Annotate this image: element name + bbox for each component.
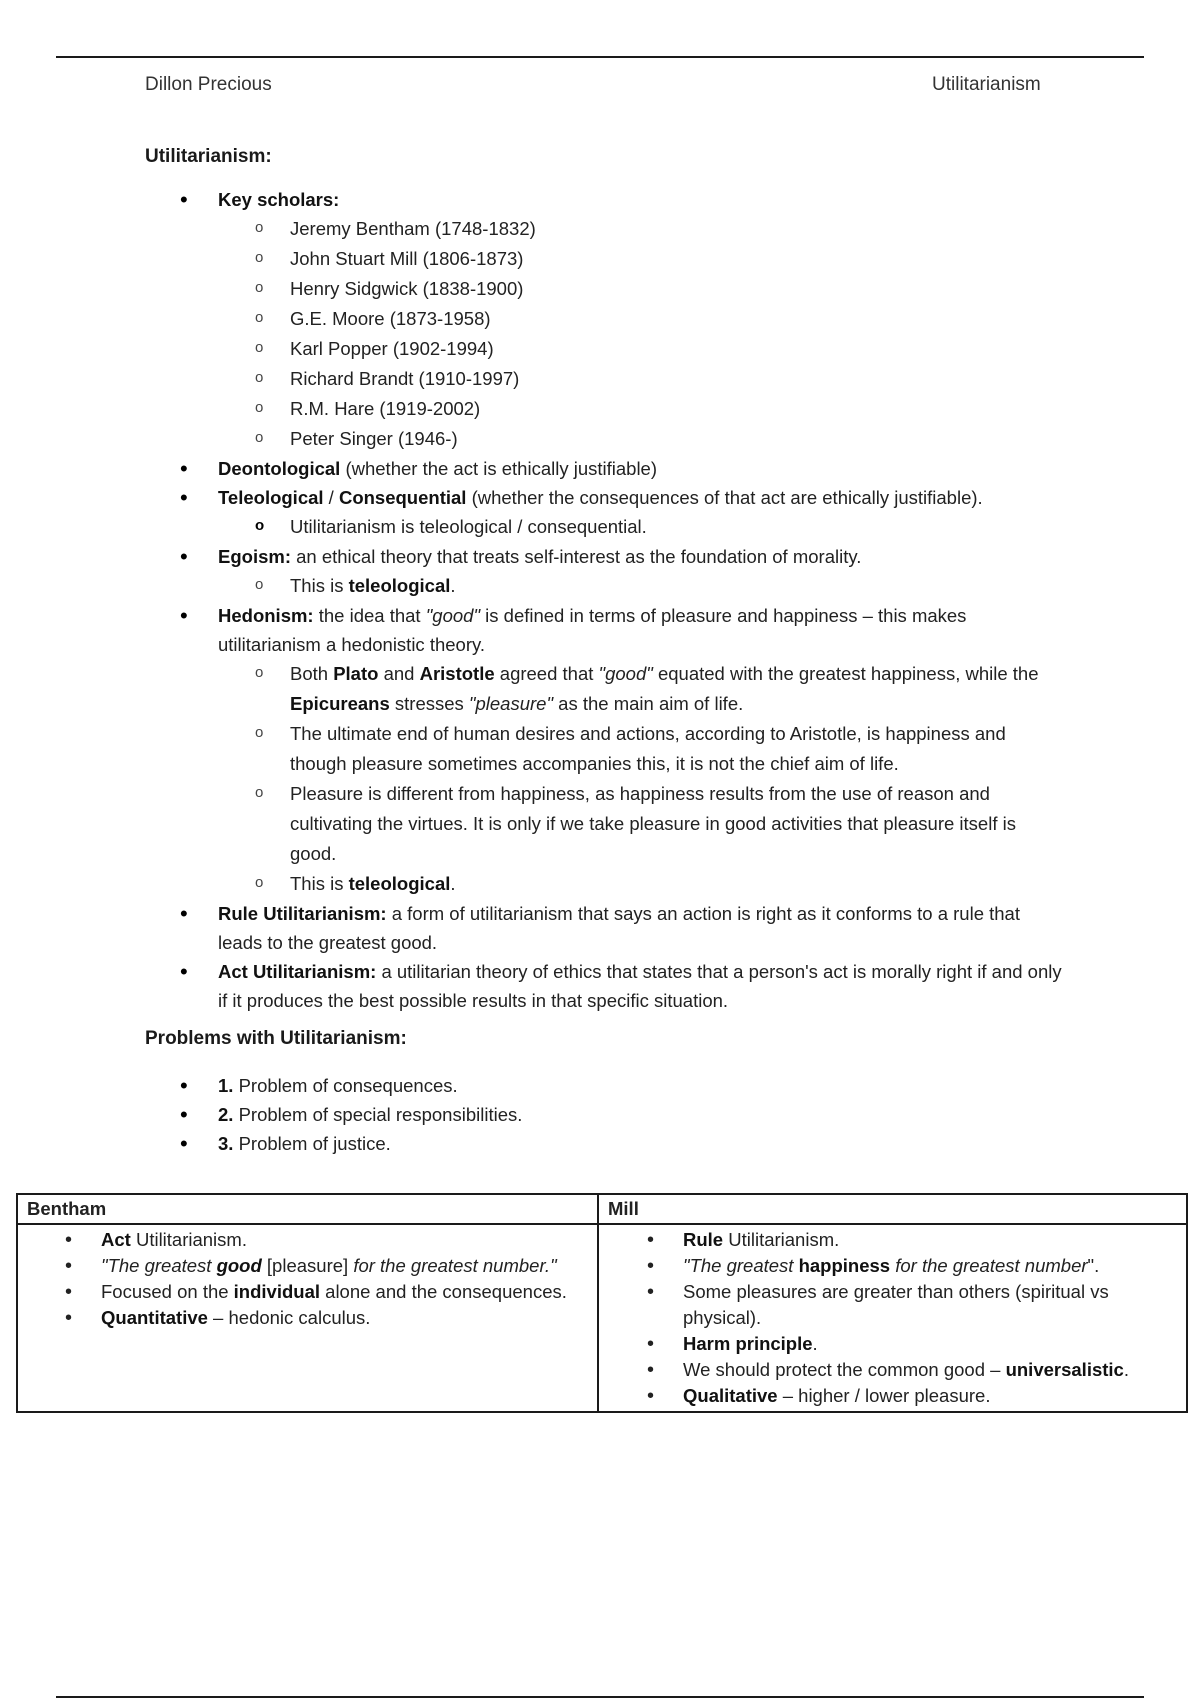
sub-text: agreed that: [494, 663, 599, 684]
scholars-list: [218, 214, 1065, 454]
hedonism-desc: is defined in terms of pleasure and happiness – this makes utilitarianism a hedonistic theory.: [218, 605, 967, 655]
term-egoism: Egoism:: [218, 546, 291, 567]
problem-number: 3.: [218, 1133, 234, 1154]
sub-item: o Utilitarianism is teleological / consequential.: [145, 512, 1065, 542]
mill-item: • Some pleasures are greater than others (spiritual vs physical).: [599, 1279, 1186, 1331]
cell-text: – hedonic calculus.: [207, 1307, 371, 1328]
term-consequential: Consequential: [338, 487, 467, 508]
sub-text: .: [450, 575, 456, 596]
sub-text: equated with the greatest happiness, while the: [652, 663, 1039, 684]
quote-good: "good": [598, 663, 653, 684]
bentham-item: [18, 1279, 597, 1305]
bentham-list: [18, 1227, 597, 1331]
sub-bold: teleological: [348, 575, 451, 596]
list-item-key-scholars: [145, 185, 1065, 454]
sub-text: This is: [290, 575, 349, 596]
cell-bold: Qualitative: [683, 1385, 778, 1406]
mill-item: [599, 1383, 1186, 1409]
cell-bold: Harm principle: [683, 1333, 813, 1354]
bentham-item: [18, 1227, 597, 1253]
sub-text: This is: [290, 873, 349, 894]
sub-text: .: [450, 873, 456, 894]
sub-text: as the main aim of life.: [553, 693, 744, 714]
mill-list: [599, 1227, 1186, 1409]
problem-number: 1.: [218, 1075, 234, 1096]
mill-item: [599, 1253, 1186, 1279]
bentham-item: [18, 1305, 597, 1331]
header-rule: [56, 56, 1144, 58]
author-name: Dillon Precious: [145, 74, 272, 95]
scholar-item: o Karl Popper (1902-1994): [145, 334, 1065, 364]
problem-item: [145, 1071, 1065, 1100]
list-item-rule-utilitarianism: [145, 899, 1065, 957]
list-item-act-utilitarianism: [145, 957, 1065, 1015]
mill-item: [599, 1357, 1186, 1383]
sub-item: [145, 869, 1065, 899]
scholar-item: o R.M. Hare (1919-2002): [145, 394, 1065, 424]
sub-bold: teleological: [348, 873, 451, 894]
table-header-row: [17, 1194, 1187, 1224]
sub-text: Both: [290, 663, 334, 684]
problem-text: Problem of consequences.: [233, 1075, 458, 1096]
name-aristotle: Aristotle: [419, 663, 495, 684]
problem-text: Problem of special responsibilities.: [233, 1104, 523, 1125]
list-item-hedonism: [145, 601, 1065, 899]
problem-text: Problem of justice.: [233, 1133, 391, 1154]
cell-bold: universalistic: [1005, 1359, 1124, 1380]
rule-utilitarianism-desc: a form of utilitarianism that says an action is right as it conforms to a rule that leads to the greatest good.: [218, 903, 1020, 953]
scholar-item: o Richard Brandt (1910-1997): [145, 364, 1065, 394]
cell-italic: for the greatest number: [890, 1255, 1088, 1276]
sub-item: o Pleasure is different from happiness, as happiness results from the use of reason and cultivating the virtues. It is only if we take pleasure in good activities that pleasure itself is good.: [145, 779, 1065, 869]
problems-list: [145, 1071, 1065, 1158]
sub-item: o The ultimate end of human desires and actions, according to Aristotle, is happiness and though pleasure sometimes accompanies this, it is not the chief aim of life.: [145, 719, 1065, 779]
problem-item: [145, 1100, 1065, 1129]
column-header-mill: Mill: [598, 1194, 1187, 1224]
list-item-teleological: [145, 483, 1065, 542]
term-teleological: Teleological: [218, 487, 324, 508]
deontological-desc: (whether the act is ethically justifiable): [340, 458, 658, 479]
term-rule-utilitarianism: Rule Utilitarianism:: [218, 903, 387, 924]
cell-bold-italic: good: [216, 1255, 262, 1276]
teleological-sublist: [218, 512, 1065, 542]
hedonism-quote: "good": [425, 605, 481, 626]
bentham-item: [18, 1253, 597, 1279]
document-body: [145, 143, 1065, 1158]
hedonism-desc: the idea that: [313, 605, 426, 626]
cell-text: Focused on the: [101, 1281, 234, 1302]
term-hedonism: Hedonism:: [218, 605, 314, 626]
mill-item: [599, 1331, 1186, 1357]
hedonism-sublist: [218, 659, 1065, 899]
cell-text: .: [1123, 1359, 1129, 1380]
list-item-deontological: [145, 454, 1065, 483]
cell-bold: Quantitative: [101, 1307, 208, 1328]
cell-italic: "The greatest: [683, 1255, 799, 1276]
comparison-table: [16, 1193, 1188, 1413]
cell-bold: Act: [101, 1229, 131, 1250]
document-subject: Utilitarianism: [932, 74, 1041, 95]
sub-text: stresses: [389, 693, 469, 714]
section-title-utilitarianism: Utilitarianism:: [145, 146, 272, 167]
mill-cell: [598, 1224, 1187, 1412]
cell-text: Utilitarianism.: [723, 1229, 840, 1250]
act-utilitarianism-desc: a utilitarian theory of ethics that states that a person's act is morally right if and only if it produces the best possible results in that specific situation.: [218, 961, 1062, 1011]
term-deontological: Deontological: [218, 458, 341, 479]
cell-italic: "The greatest: [101, 1255, 217, 1276]
scholar-item: o Peter Singer (1946-): [145, 424, 1065, 454]
bentham-cell: [17, 1224, 598, 1412]
cell-text: [pleasure]: [261, 1255, 354, 1276]
cell-bold: happiness: [798, 1255, 891, 1276]
cell-text: Utilitarianism.: [130, 1229, 247, 1250]
term-act-utilitarianism: Act Utilitarianism:: [218, 961, 377, 982]
footer-rule: [56, 1696, 1144, 1698]
mill-item: [599, 1227, 1186, 1253]
sub-item: [145, 571, 1065, 601]
cell-text: .: [812, 1333, 818, 1354]
egoism-desc: an ethical theory that treats self-interest as the foundation of morality.: [290, 546, 862, 567]
problem-item: [145, 1129, 1065, 1158]
problem-number: 2.: [218, 1104, 234, 1125]
cell-bold: Rule: [683, 1229, 724, 1250]
cell-text: ".: [1087, 1255, 1100, 1276]
cell-text: We should protect the common good –: [683, 1359, 1006, 1380]
cell-bold: individual: [233, 1281, 321, 1302]
cell-text: alone and the consequences.: [320, 1281, 567, 1302]
teleological-desc: (whether the consequences of that act are ethically justifiable).: [466, 487, 983, 508]
column-header-bentham: Bentham: [17, 1194, 598, 1224]
scholar-item: o John Stuart Mill (1806-1873): [145, 244, 1065, 274]
scholar-item: o G.E. Moore (1873-1958): [145, 304, 1065, 334]
name-epicureans: Epicureans: [290, 693, 390, 714]
scholar-item: o Jeremy Bentham (1748-1832): [145, 214, 1065, 244]
sub-item: [145, 659, 1065, 719]
cell-italic: for the greatest number.": [353, 1255, 557, 1276]
list-item-egoism: [145, 542, 1065, 601]
cell-text: – higher / lower pleasure.: [777, 1385, 991, 1406]
key-scholars-label: Key scholars:: [218, 189, 340, 210]
utilitarianism-list: [145, 185, 1065, 1015]
table-row: [17, 1224, 1187, 1412]
name-plato: Plato: [333, 663, 379, 684]
term-separator: /: [323, 487, 339, 508]
egoism-sublist: [218, 571, 1065, 601]
quote-pleasure: "pleasure": [468, 693, 554, 714]
scholar-item: o Henry Sidgwick (1838-1900): [145, 274, 1065, 304]
section-title-problems: Problems with Utilitarianism:: [145, 1028, 407, 1049]
sub-text: and: [378, 663, 420, 684]
